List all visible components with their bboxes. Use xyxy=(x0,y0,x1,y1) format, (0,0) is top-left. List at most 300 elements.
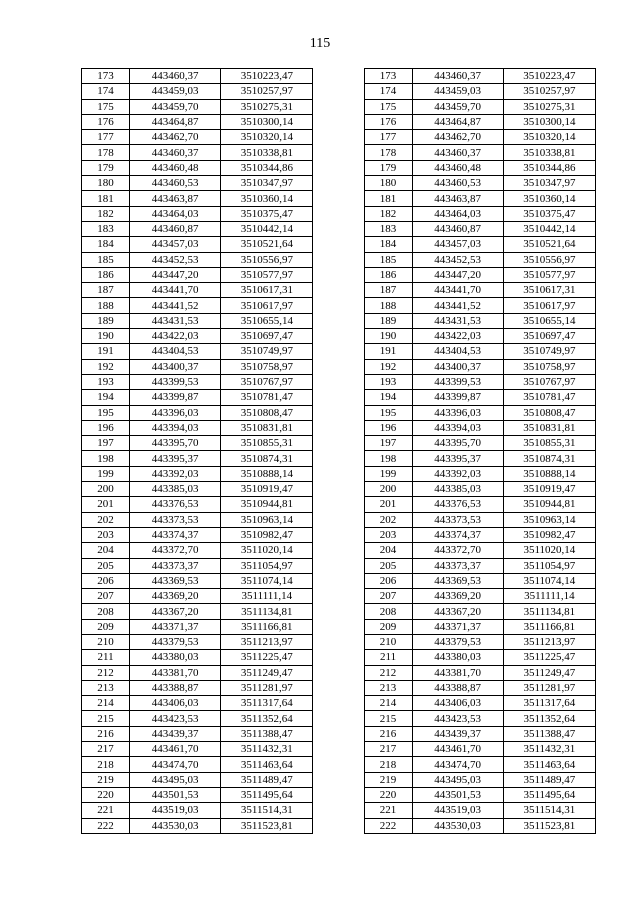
table-row xyxy=(82,114,596,129)
right-y-coordinate-cell: 3511074,14 xyxy=(503,573,595,588)
right-point-number-cell: 210 xyxy=(364,634,412,649)
right-point-number-cell: 189 xyxy=(364,313,412,328)
right-x-coordinate-cell: 443394,03 xyxy=(412,420,503,435)
left-x-coordinate-cell: 443464,03 xyxy=(130,206,221,221)
left-y-coordinate-cell: 3510655,14 xyxy=(221,313,313,328)
right-point-number-cell: 193 xyxy=(364,374,412,389)
table-row xyxy=(82,237,596,252)
left-point-number-cell: 176 xyxy=(82,114,130,129)
right-point-number-cell: 218 xyxy=(364,757,412,772)
left-point-number-cell: 205 xyxy=(82,558,130,573)
right-y-coordinate-cell: 3511432,31 xyxy=(503,742,595,757)
right-point-number-cell: 217 xyxy=(364,742,412,757)
left-y-coordinate-cell: 3510577,97 xyxy=(221,267,313,282)
left-x-coordinate-cell: 443367,20 xyxy=(130,604,221,619)
right-x-coordinate-cell: 443452,53 xyxy=(412,252,503,267)
left-x-coordinate-cell: 443396,03 xyxy=(130,405,221,420)
table-row xyxy=(82,298,596,313)
table-row xyxy=(82,604,596,619)
column-gap xyxy=(313,619,364,634)
left-point-number-cell: 197 xyxy=(82,436,130,451)
page-number: 115 xyxy=(309,36,331,51)
left-y-coordinate-cell: 3511213,97 xyxy=(221,634,313,649)
right-y-coordinate-cell: 3510808,47 xyxy=(503,405,595,420)
left-x-coordinate-cell: 443474,70 xyxy=(130,757,221,772)
right-point-number-cell: 185 xyxy=(364,252,412,267)
right-point-number-cell: 198 xyxy=(364,451,412,466)
column-gap xyxy=(313,298,364,313)
left-x-coordinate-cell: 443371,37 xyxy=(130,619,221,634)
right-x-coordinate-cell: 443399,87 xyxy=(412,390,503,405)
left-point-number-cell: 202 xyxy=(82,512,130,527)
left-x-coordinate-cell: 443530,03 xyxy=(130,818,221,833)
left-x-coordinate-cell: 443439,37 xyxy=(130,726,221,741)
right-y-coordinate-cell: 3511523,81 xyxy=(503,818,595,833)
right-y-coordinate-cell: 3511213,97 xyxy=(503,634,595,649)
table-row xyxy=(82,803,596,818)
right-x-coordinate-cell: 443379,53 xyxy=(412,634,503,649)
right-point-number-cell: 209 xyxy=(364,619,412,634)
left-y-coordinate-cell: 3510223,47 xyxy=(221,69,313,84)
right-point-number-cell: 175 xyxy=(364,99,412,114)
left-x-coordinate-cell: 443460,87 xyxy=(130,221,221,236)
column-gap xyxy=(313,742,364,757)
column-gap xyxy=(313,696,364,711)
right-y-coordinate-cell: 3510347,97 xyxy=(503,176,595,191)
column-gap xyxy=(313,589,364,604)
table-row xyxy=(82,665,596,680)
left-x-coordinate-cell: 443400,37 xyxy=(130,359,221,374)
left-x-coordinate-cell: 443392,03 xyxy=(130,466,221,481)
left-point-number-cell: 198 xyxy=(82,451,130,466)
right-x-coordinate-cell: 443388,87 xyxy=(412,680,503,695)
right-point-number-cell: 221 xyxy=(364,803,412,818)
left-point-number-cell: 221 xyxy=(82,803,130,818)
left-y-coordinate-cell: 3510347,97 xyxy=(221,176,313,191)
left-x-coordinate-cell: 443374,37 xyxy=(130,527,221,542)
left-point-number-cell: 212 xyxy=(82,665,130,680)
right-y-coordinate-cell: 3510888,14 xyxy=(503,466,595,481)
right-y-coordinate-cell: 3511249,47 xyxy=(503,665,595,680)
left-x-coordinate-cell: 443441,70 xyxy=(130,283,221,298)
left-x-coordinate-cell: 443460,53 xyxy=(130,176,221,191)
right-y-coordinate-cell: 3510919,47 xyxy=(503,482,595,497)
left-x-coordinate-cell: 443369,20 xyxy=(130,589,221,604)
right-x-coordinate-cell: 443374,37 xyxy=(412,527,503,542)
right-point-number-cell: 183 xyxy=(364,221,412,236)
left-y-coordinate-cell: 3511281,97 xyxy=(221,680,313,695)
table-row xyxy=(82,726,596,741)
right-x-coordinate-cell: 443400,37 xyxy=(412,359,503,374)
column-gap xyxy=(313,818,364,833)
right-point-number-cell: 220 xyxy=(364,787,412,802)
right-y-coordinate-cell: 3511388,47 xyxy=(503,726,595,741)
table-row xyxy=(82,69,596,84)
right-y-coordinate-cell: 3511352,64 xyxy=(503,711,595,726)
column-gap xyxy=(313,344,364,359)
left-y-coordinate-cell: 3511134,81 xyxy=(221,604,313,619)
right-y-coordinate-cell: 3510577,97 xyxy=(503,267,595,282)
table-row xyxy=(82,451,596,466)
right-y-coordinate-cell: 3510963,14 xyxy=(503,512,595,527)
column-gap xyxy=(313,359,364,374)
left-y-coordinate-cell: 3511523,81 xyxy=(221,818,313,833)
left-point-number-cell: 196 xyxy=(82,420,130,435)
right-y-coordinate-cell: 3510874,31 xyxy=(503,451,595,466)
right-x-coordinate-cell: 443399,53 xyxy=(412,374,503,389)
right-y-coordinate-cell: 3511495,64 xyxy=(503,787,595,802)
right-x-coordinate-cell: 443396,03 xyxy=(412,405,503,420)
table-row xyxy=(82,130,596,145)
left-point-number-cell: 173 xyxy=(82,69,130,84)
left-point-number-cell: 220 xyxy=(82,787,130,802)
column-gap xyxy=(313,451,364,466)
column-gap xyxy=(313,313,364,328)
left-x-coordinate-cell: 443372,70 xyxy=(130,543,221,558)
right-point-number-cell: 201 xyxy=(364,497,412,512)
left-y-coordinate-cell: 3511166,81 xyxy=(221,619,313,634)
left-point-number-cell: 209 xyxy=(82,619,130,634)
column-gap xyxy=(313,634,364,649)
column-gap xyxy=(313,512,364,527)
left-x-coordinate-cell: 443452,53 xyxy=(130,252,221,267)
left-x-coordinate-cell: 443519,03 xyxy=(130,803,221,818)
column-gap xyxy=(313,114,364,129)
right-x-coordinate-cell: 443474,70 xyxy=(412,757,503,772)
table-row xyxy=(82,145,596,160)
right-x-coordinate-cell: 443373,53 xyxy=(412,512,503,527)
table-row xyxy=(82,252,596,267)
left-x-coordinate-cell: 443373,37 xyxy=(130,558,221,573)
left-point-number-cell: 199 xyxy=(82,466,130,481)
left-y-coordinate-cell: 3510919,47 xyxy=(221,482,313,497)
left-point-number-cell: 200 xyxy=(82,482,130,497)
column-gap xyxy=(313,726,364,741)
left-y-coordinate-cell: 3510344,86 xyxy=(221,160,313,175)
right-x-coordinate-cell: 443441,70 xyxy=(412,283,503,298)
right-point-number-cell: 202 xyxy=(364,512,412,527)
column-gap xyxy=(313,680,364,695)
left-y-coordinate-cell: 3510982,47 xyxy=(221,527,313,542)
left-point-number-cell: 201 xyxy=(82,497,130,512)
column-gap xyxy=(313,99,364,114)
right-point-number-cell: 206 xyxy=(364,573,412,588)
left-y-coordinate-cell: 3511514,31 xyxy=(221,803,313,818)
left-y-coordinate-cell: 3511495,64 xyxy=(221,787,313,802)
right-x-coordinate-cell: 443392,03 xyxy=(412,466,503,481)
column-gap xyxy=(313,665,364,680)
right-x-coordinate-cell: 443460,48 xyxy=(412,160,503,175)
left-y-coordinate-cell: 3510808,47 xyxy=(221,405,313,420)
column-gap xyxy=(313,573,364,588)
left-y-coordinate-cell: 3511054,97 xyxy=(221,558,313,573)
left-point-number-cell: 183 xyxy=(82,221,130,236)
left-x-coordinate-cell: 443501,53 xyxy=(130,787,221,802)
left-y-coordinate-cell: 3510556,97 xyxy=(221,252,313,267)
table-row xyxy=(82,405,596,420)
left-x-coordinate-cell: 443495,03 xyxy=(130,772,221,787)
right-y-coordinate-cell: 3511514,31 xyxy=(503,803,595,818)
right-point-number-cell: 196 xyxy=(364,420,412,435)
column-gap xyxy=(313,237,364,252)
left-y-coordinate-cell: 3510521,64 xyxy=(221,237,313,252)
right-point-number-cell: 182 xyxy=(364,206,412,221)
right-y-coordinate-cell: 3511111,14 xyxy=(503,589,595,604)
left-y-coordinate-cell: 3510831,81 xyxy=(221,420,313,435)
table-row xyxy=(82,558,596,573)
table-row xyxy=(82,99,596,114)
right-x-coordinate-cell: 443367,20 xyxy=(412,604,503,619)
column-gap xyxy=(313,267,364,282)
table-row xyxy=(82,206,596,221)
column-gap xyxy=(313,757,364,772)
left-y-coordinate-cell: 3510300,14 xyxy=(221,114,313,129)
right-x-coordinate-cell: 443464,87 xyxy=(412,114,503,129)
right-x-coordinate-cell: 443530,03 xyxy=(412,818,503,833)
right-point-number-cell: 191 xyxy=(364,344,412,359)
table-row xyxy=(82,696,596,711)
right-x-coordinate-cell: 443495,03 xyxy=(412,772,503,787)
left-y-coordinate-cell: 3510442,14 xyxy=(221,221,313,236)
right-point-number-cell: 197 xyxy=(364,436,412,451)
right-point-number-cell: 174 xyxy=(364,84,412,99)
coordinate-table-body xyxy=(82,69,596,834)
right-y-coordinate-cell: 3511134,81 xyxy=(503,604,595,619)
left-x-coordinate-cell: 443459,70 xyxy=(130,99,221,114)
right-point-number-cell: 203 xyxy=(364,527,412,542)
column-gap xyxy=(313,374,364,389)
right-x-coordinate-cell: 443439,37 xyxy=(412,726,503,741)
right-x-coordinate-cell: 443441,52 xyxy=(412,298,503,313)
left-point-number-cell: 207 xyxy=(82,589,130,604)
column-gap xyxy=(313,130,364,145)
left-point-number-cell: 192 xyxy=(82,359,130,374)
right-x-coordinate-cell: 443464,03 xyxy=(412,206,503,221)
left-point-number-cell: 178 xyxy=(82,145,130,160)
right-x-coordinate-cell: 443460,37 xyxy=(412,145,503,160)
column-gap xyxy=(313,221,364,236)
right-x-coordinate-cell: 443447,20 xyxy=(412,267,503,282)
left-x-coordinate-cell: 443399,53 xyxy=(130,374,221,389)
table-row xyxy=(82,221,596,236)
left-x-coordinate-cell: 443406,03 xyxy=(130,696,221,711)
right-y-coordinate-cell: 3510749,97 xyxy=(503,344,595,359)
column-gap xyxy=(313,558,364,573)
left-point-number-cell: 215 xyxy=(82,711,130,726)
column-gap xyxy=(313,803,364,818)
column-gap xyxy=(313,329,364,344)
right-point-number-cell: 179 xyxy=(364,160,412,175)
right-x-coordinate-cell: 443385,03 xyxy=(412,482,503,497)
table-row xyxy=(82,634,596,649)
left-point-number-cell: 222 xyxy=(82,818,130,833)
table-row xyxy=(82,176,596,191)
right-y-coordinate-cell: 3510300,14 xyxy=(503,114,595,129)
column-gap xyxy=(313,176,364,191)
left-point-number-cell: 195 xyxy=(82,405,130,420)
left-x-coordinate-cell: 443380,03 xyxy=(130,650,221,665)
left-y-coordinate-cell: 3510617,31 xyxy=(221,283,313,298)
column-gap xyxy=(313,191,364,206)
table-row xyxy=(82,359,596,374)
left-y-coordinate-cell: 3511249,47 xyxy=(221,665,313,680)
right-point-number-cell: 211 xyxy=(364,650,412,665)
left-point-number-cell: 203 xyxy=(82,527,130,542)
left-x-coordinate-cell: 443461,70 xyxy=(130,742,221,757)
column-gap xyxy=(313,160,364,175)
left-x-coordinate-cell: 443460,48 xyxy=(130,160,221,175)
left-y-coordinate-cell: 3510749,97 xyxy=(221,344,313,359)
left-point-number-cell: 211 xyxy=(82,650,130,665)
right-x-coordinate-cell: 443406,03 xyxy=(412,696,503,711)
left-point-number-cell: 177 xyxy=(82,130,130,145)
table-row xyxy=(82,329,596,344)
left-y-coordinate-cell: 3511489,47 xyxy=(221,772,313,787)
right-x-coordinate-cell: 443423,53 xyxy=(412,711,503,726)
left-x-coordinate-cell: 443381,70 xyxy=(130,665,221,680)
left-point-number-cell: 187 xyxy=(82,283,130,298)
left-point-number-cell: 218 xyxy=(82,757,130,772)
table-row xyxy=(82,84,596,99)
right-y-coordinate-cell: 3510257,97 xyxy=(503,84,595,99)
table-row xyxy=(82,466,596,481)
column-gap xyxy=(313,711,364,726)
right-y-coordinate-cell: 3511225,47 xyxy=(503,650,595,665)
left-x-coordinate-cell: 443369,53 xyxy=(130,573,221,588)
right-x-coordinate-cell: 443395,37 xyxy=(412,451,503,466)
left-x-coordinate-cell: 443460,37 xyxy=(130,145,221,160)
right-y-coordinate-cell: 3510655,14 xyxy=(503,313,595,328)
right-point-number-cell: 173 xyxy=(364,69,412,84)
right-point-number-cell: 200 xyxy=(364,482,412,497)
right-x-coordinate-cell: 443371,37 xyxy=(412,619,503,634)
left-x-coordinate-cell: 443462,70 xyxy=(130,130,221,145)
table-row xyxy=(82,543,596,558)
right-y-coordinate-cell: 3510442,14 xyxy=(503,221,595,236)
column-gap xyxy=(313,390,364,405)
right-x-coordinate-cell: 443460,53 xyxy=(412,176,503,191)
right-point-number-cell: 216 xyxy=(364,726,412,741)
right-point-number-cell: 177 xyxy=(364,130,412,145)
table-row xyxy=(82,527,596,542)
left-y-coordinate-cell: 3510375,47 xyxy=(221,206,313,221)
left-point-number-cell: 194 xyxy=(82,390,130,405)
coordinate-table xyxy=(81,68,596,834)
right-y-coordinate-cell: 3510556,97 xyxy=(503,252,595,267)
left-y-coordinate-cell: 3510767,97 xyxy=(221,374,313,389)
left-x-coordinate-cell: 443376,53 xyxy=(130,497,221,512)
left-point-number-cell: 181 xyxy=(82,191,130,206)
column-gap xyxy=(313,527,364,542)
right-x-coordinate-cell: 443372,70 xyxy=(412,543,503,558)
left-y-coordinate-cell: 3510874,31 xyxy=(221,451,313,466)
left-x-coordinate-cell: 443463,87 xyxy=(130,191,221,206)
left-x-coordinate-cell: 443431,53 xyxy=(130,313,221,328)
right-y-coordinate-cell: 3510831,81 xyxy=(503,420,595,435)
right-y-coordinate-cell: 3510855,31 xyxy=(503,436,595,451)
right-y-coordinate-cell: 3510375,47 xyxy=(503,206,595,221)
right-y-coordinate-cell: 3511281,97 xyxy=(503,680,595,695)
left-x-coordinate-cell: 443385,03 xyxy=(130,482,221,497)
right-y-coordinate-cell: 3510275,31 xyxy=(503,99,595,114)
right-point-number-cell: 207 xyxy=(364,589,412,604)
left-y-coordinate-cell: 3510781,47 xyxy=(221,390,313,405)
column-gap xyxy=(313,787,364,802)
right-point-number-cell: 188 xyxy=(364,298,412,313)
right-y-coordinate-cell: 3510521,64 xyxy=(503,237,595,252)
left-y-coordinate-cell: 3510888,14 xyxy=(221,466,313,481)
left-y-coordinate-cell: 3510360,14 xyxy=(221,191,313,206)
left-y-coordinate-cell: 3510697,47 xyxy=(221,329,313,344)
column-gap xyxy=(313,604,364,619)
left-point-number-cell: 214 xyxy=(82,696,130,711)
right-x-coordinate-cell: 443380,03 xyxy=(412,650,503,665)
right-y-coordinate-cell: 3510344,86 xyxy=(503,160,595,175)
left-y-coordinate-cell: 3511432,31 xyxy=(221,742,313,757)
table-row xyxy=(82,420,596,435)
left-x-coordinate-cell: 443388,87 xyxy=(130,680,221,695)
right-x-coordinate-cell: 443457,03 xyxy=(412,237,503,252)
table-row xyxy=(82,390,596,405)
left-point-number-cell: 185 xyxy=(82,252,130,267)
table-row xyxy=(82,160,596,175)
left-y-coordinate-cell: 3511352,64 xyxy=(221,711,313,726)
left-point-number-cell: 210 xyxy=(82,634,130,649)
right-y-coordinate-cell: 3510982,47 xyxy=(503,527,595,542)
right-point-number-cell: 186 xyxy=(364,267,412,282)
right-point-number-cell: 222 xyxy=(364,818,412,833)
left-point-number-cell: 206 xyxy=(82,573,130,588)
right-y-coordinate-cell: 3511489,47 xyxy=(503,772,595,787)
column-gap xyxy=(313,252,364,267)
right-point-number-cell: 213 xyxy=(364,680,412,695)
left-x-coordinate-cell: 443395,70 xyxy=(130,436,221,451)
left-point-number-cell: 188 xyxy=(82,298,130,313)
left-point-number-cell: 216 xyxy=(82,726,130,741)
left-x-coordinate-cell: 443399,87 xyxy=(130,390,221,405)
column-gap xyxy=(313,405,364,420)
left-y-coordinate-cell: 3511111,14 xyxy=(221,589,313,604)
right-x-coordinate-cell: 443404,53 xyxy=(412,344,503,359)
table-row xyxy=(82,497,596,512)
right-y-coordinate-cell: 3510697,47 xyxy=(503,329,595,344)
right-point-number-cell: 219 xyxy=(364,772,412,787)
right-y-coordinate-cell: 3511020,14 xyxy=(503,543,595,558)
right-point-number-cell: 205 xyxy=(364,558,412,573)
table-row xyxy=(82,787,596,802)
right-x-coordinate-cell: 443519,03 xyxy=(412,803,503,818)
left-x-coordinate-cell: 443459,03 xyxy=(130,84,221,99)
left-point-number-cell: 193 xyxy=(82,374,130,389)
left-point-number-cell: 191 xyxy=(82,344,130,359)
left-y-coordinate-cell: 3511074,14 xyxy=(221,573,313,588)
table-row xyxy=(82,313,596,328)
table-row xyxy=(82,344,596,359)
right-point-number-cell: 214 xyxy=(364,696,412,711)
right-y-coordinate-cell: 3510617,97 xyxy=(503,298,595,313)
right-x-coordinate-cell: 443422,03 xyxy=(412,329,503,344)
left-y-coordinate-cell: 3510320,14 xyxy=(221,130,313,145)
column-gap xyxy=(313,420,364,435)
left-point-number-cell: 219 xyxy=(82,772,130,787)
table-row xyxy=(82,650,596,665)
left-y-coordinate-cell: 3510338,81 xyxy=(221,145,313,160)
table-row xyxy=(82,742,596,757)
left-y-coordinate-cell: 3510257,97 xyxy=(221,84,313,99)
column-gap xyxy=(313,497,364,512)
column-gap xyxy=(313,772,364,787)
left-y-coordinate-cell: 3511463,64 xyxy=(221,757,313,772)
